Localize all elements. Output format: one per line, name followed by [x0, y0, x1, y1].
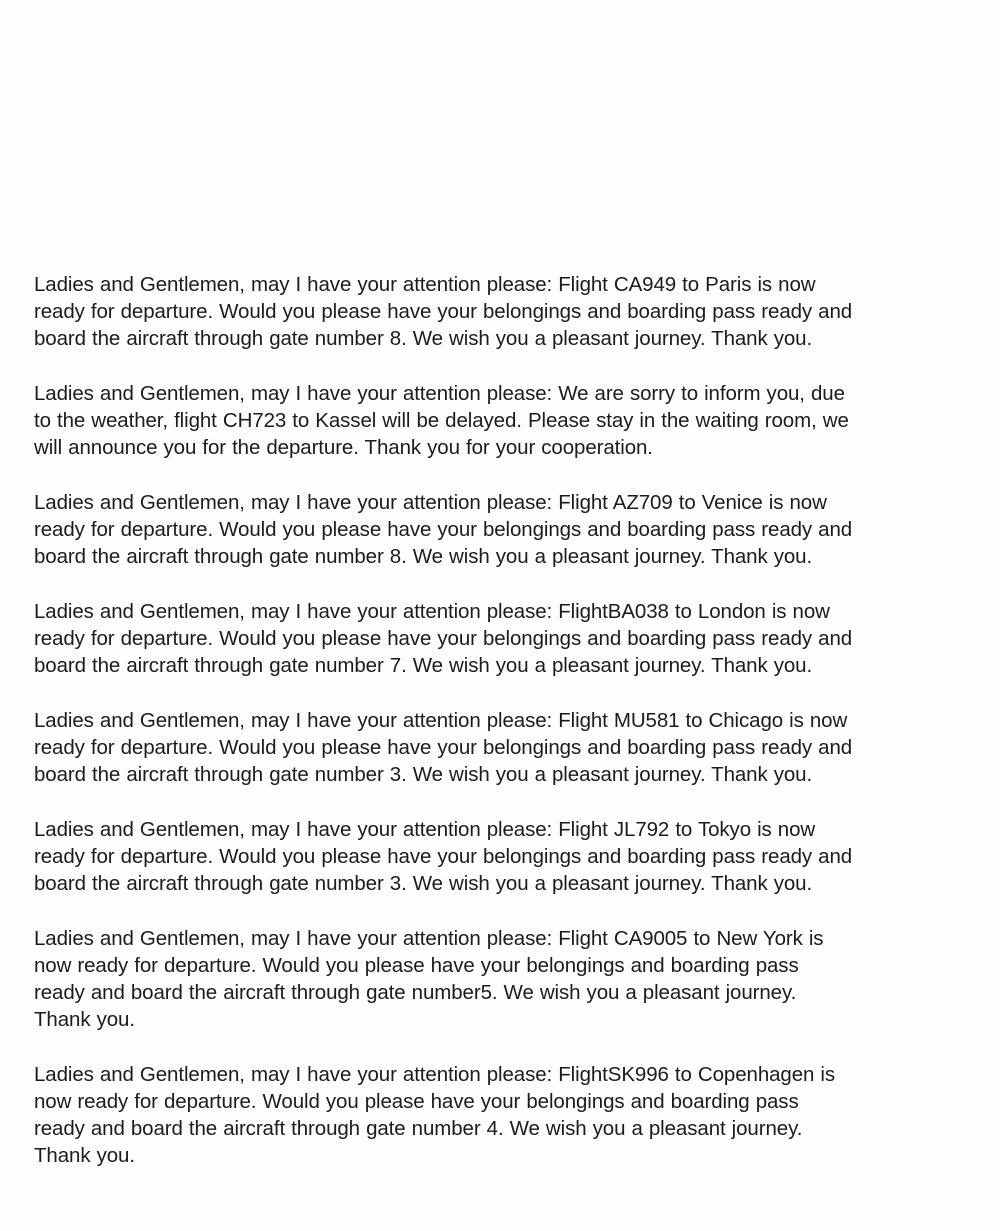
announcement-line: Ladies and Gentlemen, may I have your attention please: Flight AZ709 to Venice is now: [34, 491, 827, 514]
announcement-line: Thank you.: [34, 1144, 135, 1167]
announcement-line: to the weather, flight CH723 to Kassel will be delayed. Please stay in the waiting room, we: [34, 409, 849, 432]
announcement-line: ready and board the aircraft through gate number 4. We wish you a pleasant journey.: [34, 1117, 803, 1140]
announcement-line: board the aircraft through gate number 8. We wish you a pleasant journey. Thank you.: [34, 327, 813, 350]
announcement-line: Ladies and Gentlemen, may I have your attention please: FlightSK996 to Copenhagen is: [34, 1063, 836, 1086]
announcement-sk996-copenhagen: [34, 1061, 974, 1169]
announcement-jl792-tokyo: [34, 816, 974, 897]
announcement-line: board the aircraft through gate number 7. We wish you a pleasant journey. Thank you.: [34, 654, 813, 677]
announcement-line: board the aircraft through gate number 3. We wish you a pleasant journey. Thank you.: [34, 872, 813, 895]
announcement-line: now ready for departure. Would you please have your belongings and boarding pass: [34, 1090, 799, 1113]
announcement-mu581-chicago: [34, 707, 974, 788]
announcement-ca9005-new-york: [34, 925, 974, 1033]
announcement-line: Ladies and Gentlemen, may I have your attention please: Flight JL792 to Tokyo is now: [34, 818, 816, 841]
announcement-line: board the aircraft through gate number 8. We wish you a pleasant journey. Thank you.: [34, 545, 813, 568]
announcement-line: Ladies and Gentlemen, may I have your attention please: FlightBA038 to London is now: [34, 600, 830, 623]
announcement-line: ready for departure. Would you please have your belongings and boarding pass ready and: [34, 518, 853, 541]
announcement-line: now ready for departure. Would you please have your belongings and boarding pass: [34, 954, 799, 977]
announcement-line: ready for departure. Would you please have your belongings and boarding pass ready and: [34, 736, 853, 759]
announcement-line: Thank you.: [34, 1008, 135, 1031]
announcement-line: ready and board the aircraft through gate number5. We wish you a pleasant journey.: [34, 981, 797, 1004]
announcement-line: ready for departure. Would you please have your belongings and boarding pass ready and: [34, 300, 853, 323]
announcement-ch723-kassel: [34, 380, 974, 461]
announcement-line: Ladies and Gentlemen, may I have your attention please: We are sorry to inform you, due: [34, 382, 845, 405]
announcement-line: Ladies and Gentlemen, may I have your attention please: Flight MU581 to Chicago is now: [34, 709, 848, 732]
announcement-line: will announce you for the departure. Thank you for your cooperation.: [34, 436, 653, 459]
announcement-line: ready for departure. Would you please have your belongings and boarding pass ready and: [34, 845, 853, 868]
announcement-line: Ladies and Gentlemen, may I have your attention please: Flight CA9005 to New York is: [34, 927, 824, 950]
announcement-line: ready for departure. Would you please have your belongings and boarding pass ready and: [34, 627, 853, 650]
announcement-line: board the aircraft through gate number 3. We wish you a pleasant journey. Thank you.: [34, 763, 813, 786]
announcement-ca949-paris: [34, 271, 974, 352]
announcement-line: Ladies and Gentlemen, may I have your attention please: Flight CA949 to Paris is now: [34, 273, 816, 296]
announcement-list: [34, 271, 974, 1197]
announcement-ba038-london: [34, 598, 974, 679]
announcement-az709-venice: [34, 489, 974, 570]
